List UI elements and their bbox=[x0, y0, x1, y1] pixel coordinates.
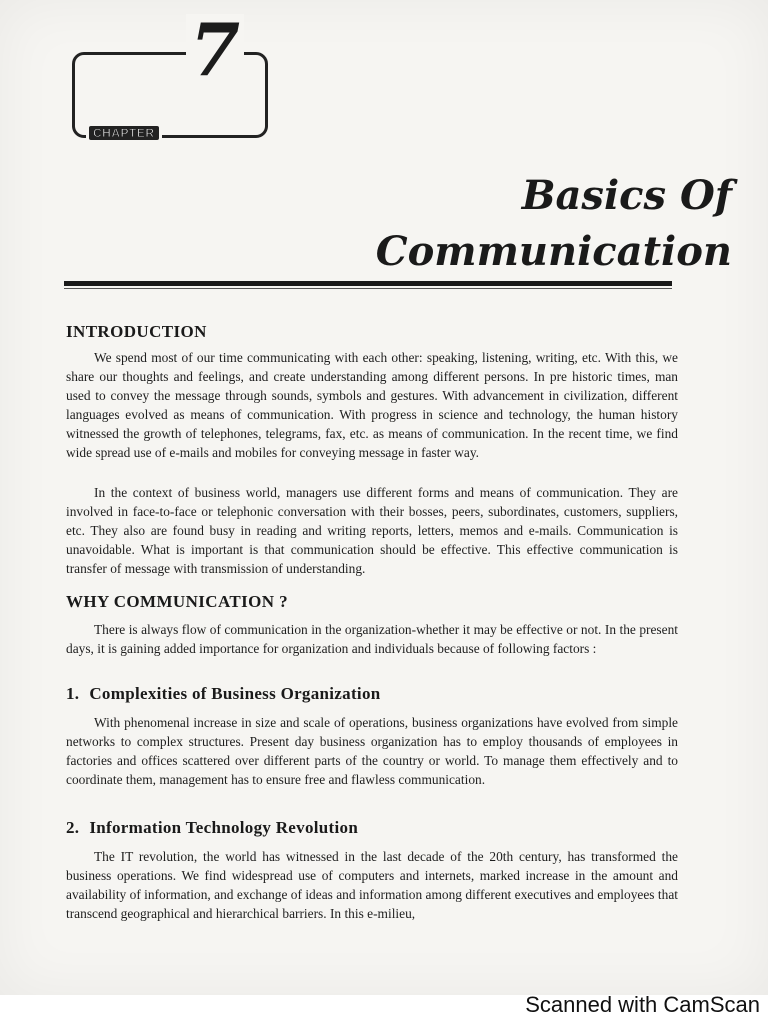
title-rule-thin bbox=[64, 288, 672, 289]
factor-2-number: 2. bbox=[66, 818, 80, 837]
chapter-label bbox=[86, 126, 162, 140]
chapter-number: 7 bbox=[186, 14, 244, 86]
title-rule-thick bbox=[64, 281, 672, 286]
introduction-paragraph-2: In the context of business world, managers use different forms and means of communication. They are involved in face-to-face or telephonic conversation with their bosses, peers, subordinates, customers, suppliers, etc. They also are found busy in reading and writing reports, letters, memos and e-mails. Communication is unavoidable. What is important is that communication should be effective. This effective communication is transfer of message with transmission of understanding. bbox=[66, 485, 678, 576]
chapter-title-line-1: Basics Of bbox=[521, 172, 732, 219]
chapter-title-line-2: Communication bbox=[375, 228, 732, 275]
chapter-label-text: CHAPTER bbox=[89, 126, 159, 140]
factor-1-title: Complexities of Business Organization bbox=[89, 684, 381, 703]
factor-2-paragraph: The IT revolution, the world has witnessed in the last decade of the 20th century, has transformed the business operations. We find widespread use of computers and internets, marked increase in the amount and availability of information, and exchange of ideas and information among different executives and employees that transcend geographical and hierarchical barriers. In this e-milieu, bbox=[66, 849, 678, 921]
introduction-heading: INTRODUCTION bbox=[66, 322, 207, 341]
factor-1-heading bbox=[66, 684, 381, 704]
why-communication-heading: WHY COMMUNICATION ? bbox=[66, 592, 288, 611]
factor-2-heading bbox=[66, 818, 358, 838]
factor-1-number: 1. bbox=[66, 684, 80, 703]
factor-1-paragraph: With phenomenal increase in size and scale of operations, business organizations have evolved from simple networks to complex structures. Present day business organization has to employ thousands of employees in factories and offices scattered over different parts of the country or world. To manage them effectively and to coordinate them, management has to ensure free and flawless communication. bbox=[66, 715, 678, 787]
introduction-paragraph-1: We spend most of our time communicating with each other: speaking, listening, writing, etc. With this, we share our thoughts and feelings, and create understanding among different persons. In pre historic times, man used to convey the message through sounds, symbols and gestures. With advancement in civilization, different languages evolved as means of communication. With progress in science and technology, the human history witnessed the growth of telephones, telegrams, fax, etc. as means of communication. In the recent time, we find wide spread use of e-mails and mobiles for conveying message in faster way. bbox=[66, 350, 678, 460]
scanner-watermark: Scanned with CamScan bbox=[525, 992, 760, 1017]
why-communication-paragraph: There is always flow of communication in the organization-whether it may be effective or not. In the present days, it is gaining added importance for organization and individuals because of following factors : bbox=[66, 622, 678, 656]
factor-2-title: Information Technology Revolution bbox=[89, 818, 359, 837]
